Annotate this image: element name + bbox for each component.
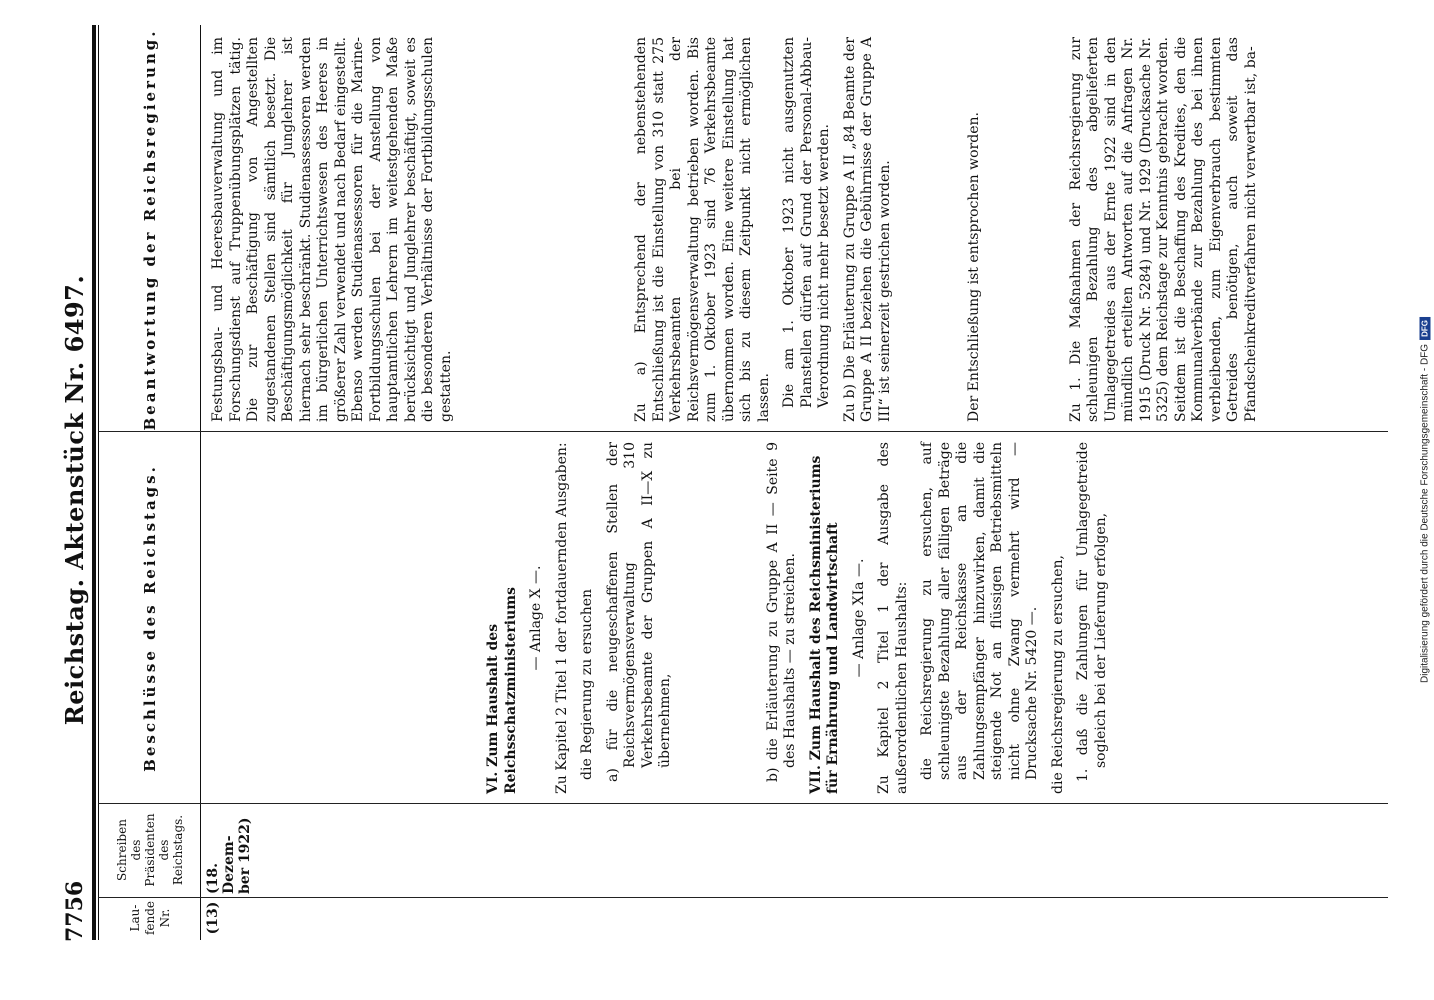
dfg-logo: DFG xyxy=(1420,317,1431,340)
answer-entsprochen: Der Entschließung ist entsprochen worden. xyxy=(966,112,982,422)
page-number: 7756 xyxy=(62,880,88,942)
row-date: (18. Dezem- ber 1922) xyxy=(205,817,253,894)
column-divider xyxy=(98,897,1388,898)
section-6-kapitel: Zu Kapitel 2 Titel 1 der fortdauernden Ausgaben: xyxy=(553,442,570,794)
column-divider xyxy=(98,803,1388,804)
section-6-item-b: b) die Erläuterung zu Gruppe A II — Seite 9 des Haushalts — zu streichen. xyxy=(764,442,798,782)
dfg-credit xyxy=(1420,317,1431,683)
col-header-schreiben: Schreiben des Präsidenten des Reichstags. xyxy=(115,813,185,887)
beschluesse-text xyxy=(485,442,1118,794)
column-divider xyxy=(98,431,1388,432)
section-7-ersuchen-2: die Reichsregierung zu ersuchen, xyxy=(1049,555,1066,794)
col-header-nr: Lau- fende Nr. xyxy=(127,900,172,936)
section-7-item-1: 1. daß die Zahlungen für Umlagegetreide sogleich bei der Lieferung erfolgen, xyxy=(1075,442,1109,782)
dfg-credit-text: Digitalisierung gefördert durch die Deutsche Forschungsgemeinschaft - DFG xyxy=(1419,343,1431,683)
beantwortung-text xyxy=(210,37,1268,422)
col-header-beantwortung: Beantwortung der Reichsregierung. xyxy=(140,28,159,431)
answer-zu-1: Zu 1. Die Maßnahmen der Reichsregierung zur schleunigen Bezahlung des abgelieferten Umlagegetreides aus der Ernte 1922 sind in den mündlich erteilten Antworten auf die Anfragen Nr. 1915 (Druck Nr. 5284) und Nr. 1929 (Drucksache Nr. 5325) dem Reichstage zur Kenntnis gebracht worden. Seitdem ist die Beschaffung des Kredites, den die Kommunalverbände zur Bezahlung des bei ihnen verbleibenden, zum Eigenverbrauch bestimmten Getreides benötigen, auch soweit das Pfandscheinkreditverfahren nicht verwertbar ist, ba- xyxy=(1067,37,1259,422)
header-rule xyxy=(92,25,96,940)
section-7-anlage: — Anlage XIa —. xyxy=(850,558,867,678)
answer-zu-b: Zu b) Die Erläuterung zu Gruppe A II „84 Beamte der Gruppe A II beziehen die Gebührnisse der Gruppe A III“ ist seinerzeit gestrichen worden. xyxy=(841,37,893,422)
answer-festungsbau: Festungsbau- und Heeresbauverwaltung und im Forschungsdienst auf Truppenübungsplätzen tätig. Die zur Beschäftigung von Angestellten zugestandenen Stellen sind sämtlich besetzt. Die Beschäftigungsmöglichkeit für Junglehrer ist hiernach sehr beschränkt. Studienassessoren werden im bürgerlichen Unterrichtswesen des Heeres in größerer Zahl verwendet und nach Bedarf eingestellt. Ebenso werden Studienassessoren für die Marine-Fortbildungsschulen bei der Anstellung von hauptamtlichen Lehrern im weitestgehenden Maße berücksichtigt und Junglehrer beschäftigt, soweit es die besonderen Verhältnisse der Fortbildungsschulen gestatten. xyxy=(210,37,454,422)
col-header-beschluesse: Beschlüsse des Reichstags. xyxy=(140,464,159,772)
section-7-kapitel: Zu Kapitel 2 Titel 1 der Ausgabe des außerordentlichen Haushalts: xyxy=(876,442,910,794)
page-title: Reichstag. Aktenstück Nr. 6497. xyxy=(60,274,89,726)
section-7-ersuchen-1: die Reichsregierung zu ersuchen, auf schleunigste Bezahlung aller fälligen Beträge aus der Reichskasse an die Zahlungsempfänger hinzuwirken, damit die steigende Not an flüssigen Betriebsmitteln nicht ohne Zwang vermehrt wird — Drucksache Nr. 5420 —. xyxy=(919,442,1040,780)
section-7-title: VII. Zum Haushalt des Reichsministeriums für Ernährung und Landwirtschaft xyxy=(807,455,841,794)
answer-zu-a: Zu a) Entsprechend der nebenstehenden Entschließung ist die Einstellung von 310 statt 275 Verkehrsbeamten bei der Reichsvermögensverwaltung betrieben worden. Bis zum 1. Oktober 1923 sind 76 Verkehrsbeamte übernommen worden. Eine weitere Einstellung hat sich bis zu diesem Zeitpunkt nicht ermöglichen lassen. xyxy=(633,37,772,422)
section-6-ersuchen: die Regierung zu ersuchen xyxy=(579,588,595,780)
section-6-anlage: — Anlage X —. xyxy=(528,565,544,671)
section-6-item-a: a) für die neugeschaffenen Stellen der Reichsvermögensverwaltung 310 Verkehrsbeamte der Gruppen A II—X zu übernehmen, xyxy=(604,442,673,782)
row-number: (13) xyxy=(205,901,221,935)
section-6-title: VI. Zum Haushalt des Reichsschatzministeriums xyxy=(485,587,519,794)
answer-planstellen: Die am 1. Oktober 1923 nicht ausgenutzten Planstellen dürfen auf Grund der Personal-Abbau-Verordnung nicht mehr besetzt werden. xyxy=(781,37,832,408)
